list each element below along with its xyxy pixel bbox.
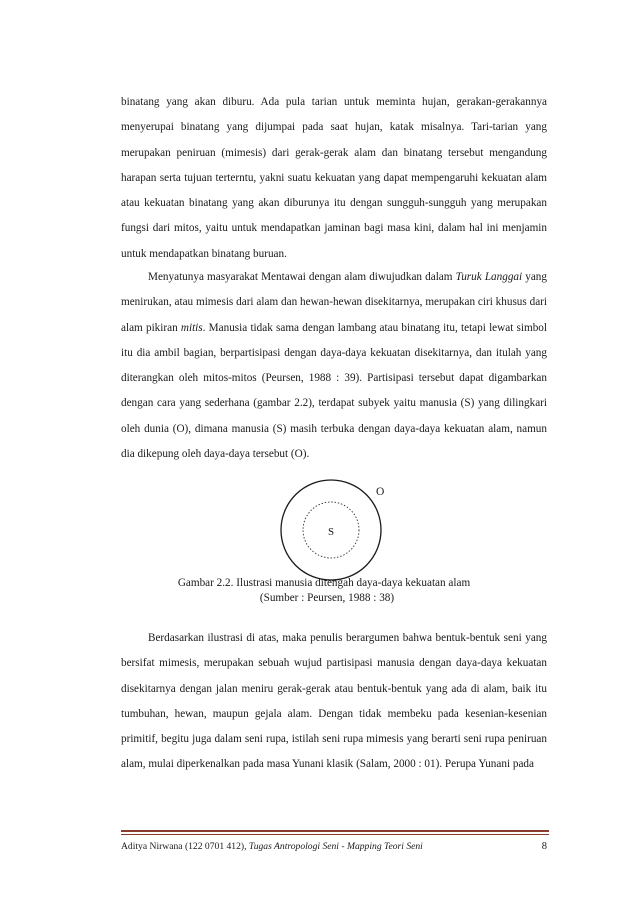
- page-number: 8: [541, 841, 547, 852]
- figure-2-2-diagram: [279, 478, 383, 582]
- footer-rule-thin: [121, 834, 549, 835]
- paragraph-2-part-3: . Manusia tidak sama dengan lambang atau binatang itu, tetapi lewat simbol itu dia ambil bagian, berpartisipasi dengan daya-daya kekuatan disekitarnya, dan itulah yang diterangkan oleh mitos-mitos (Peursen, 1988 : 39). Partisipasi tersebut dapat digambarkan dengan cara yang sederhana (gambar 2.2), terdapat subyek yaitu manusia (S) yang dilingkari oleh dunia (O), dimana manusia (S) masih terbuka dengan daya-daya kekuatan alam, namun dia dikepung oleh daya-daya tersebut (O).: [121, 321, 547, 461]
- paragraph-2-part-1: Menyatunya masyarakat Mentawai dengan alam diwujudkan dalam: [148, 271, 456, 283]
- paragraph-1-text: binatang yang akan diburu. Ada pula tarian untuk meminta hujan, gerakan-gerakannya menyerupai binatang yang dijumpai pada saat hujan, katak misalnya. Tari-tarian yang merupakan peniruan (mimesis) dari gerak-gerak alam dan binatang tersebut mengandung harapan serta tujuan terterntu, yakni suatu kekuatan yang dapat mempengaruhi kekuatan alam atau kekuatan binatang yang akan diburunya itu dengan sungguh-sungguh yang merupakan fungsi dari mitos, yaitu untuk mendapatkan jaminan bagi masa kini, dalam hal ini menjamin untuk mendapatkan binatang buruan.: [121, 96, 547, 260]
- footer-rule-thick: [121, 830, 549, 832]
- paragraph-2-part-2: yang menirukan, atau mimesis dari alam dan hewan-hewan disekitarnya, merupakan ciri khusus dari alam pikiran: [121, 271, 547, 334]
- footer-author: Aditya Nirwana (122 0701 412),: [121, 841, 249, 852]
- figure-caption-line-2: (Sumber : Peursen, 1988 : 38): [259, 592, 395, 604]
- circle-diagram: [279, 478, 383, 582]
- inner-label-s: S: [328, 526, 335, 538]
- paragraph-2: [121, 265, 547, 467]
- footer-title: Tugas Antropologi Seni - Mapping Teori Seni: [248, 841, 423, 852]
- paragraph-3: [121, 626, 547, 778]
- outer-label-o: O: [376, 486, 385, 498]
- paragraph-1: [121, 90, 547, 267]
- page-footer: [121, 840, 547, 854]
- paragraph-2-italic-turuk-langgai: Turuk Langgai: [455, 271, 523, 283]
- figure-caption-line-1: Gambar 2.2. Ilustrasi manusia ditengah daya-daya kekuatan alam: [177, 577, 471, 589]
- paragraph-2-text: [121, 265, 547, 467]
- footer-credit: [121, 840, 423, 854]
- paragraph-2-italic-mitis: mitis: [180, 321, 203, 334]
- paragraph-3-text: Berdasarkan ilustrasi di atas, maka penulis berargumen bahwa bentuk-bentuk seni yang bersifat mimesis, merupakan sebuah wujud partisipasi manusia dengan daya-daya kekuatan disekitarnya dengan jalan meniru gerak-gerak atau bentuk-bentuk yang ada di alam, baik itu tumbuhan, hewan, maupun gejala alam. Dengan tidak membeku pada kesenian-kesenian primitif, begitu juga dalam seni rupa, istilah seni rupa mimesis yang berarti seni rupa peniruan alam, mulai diperkenalkan pada masa Yunani klasik (Salam, 2000 : 01). Perupa Yunani pada: [121, 632, 547, 771]
